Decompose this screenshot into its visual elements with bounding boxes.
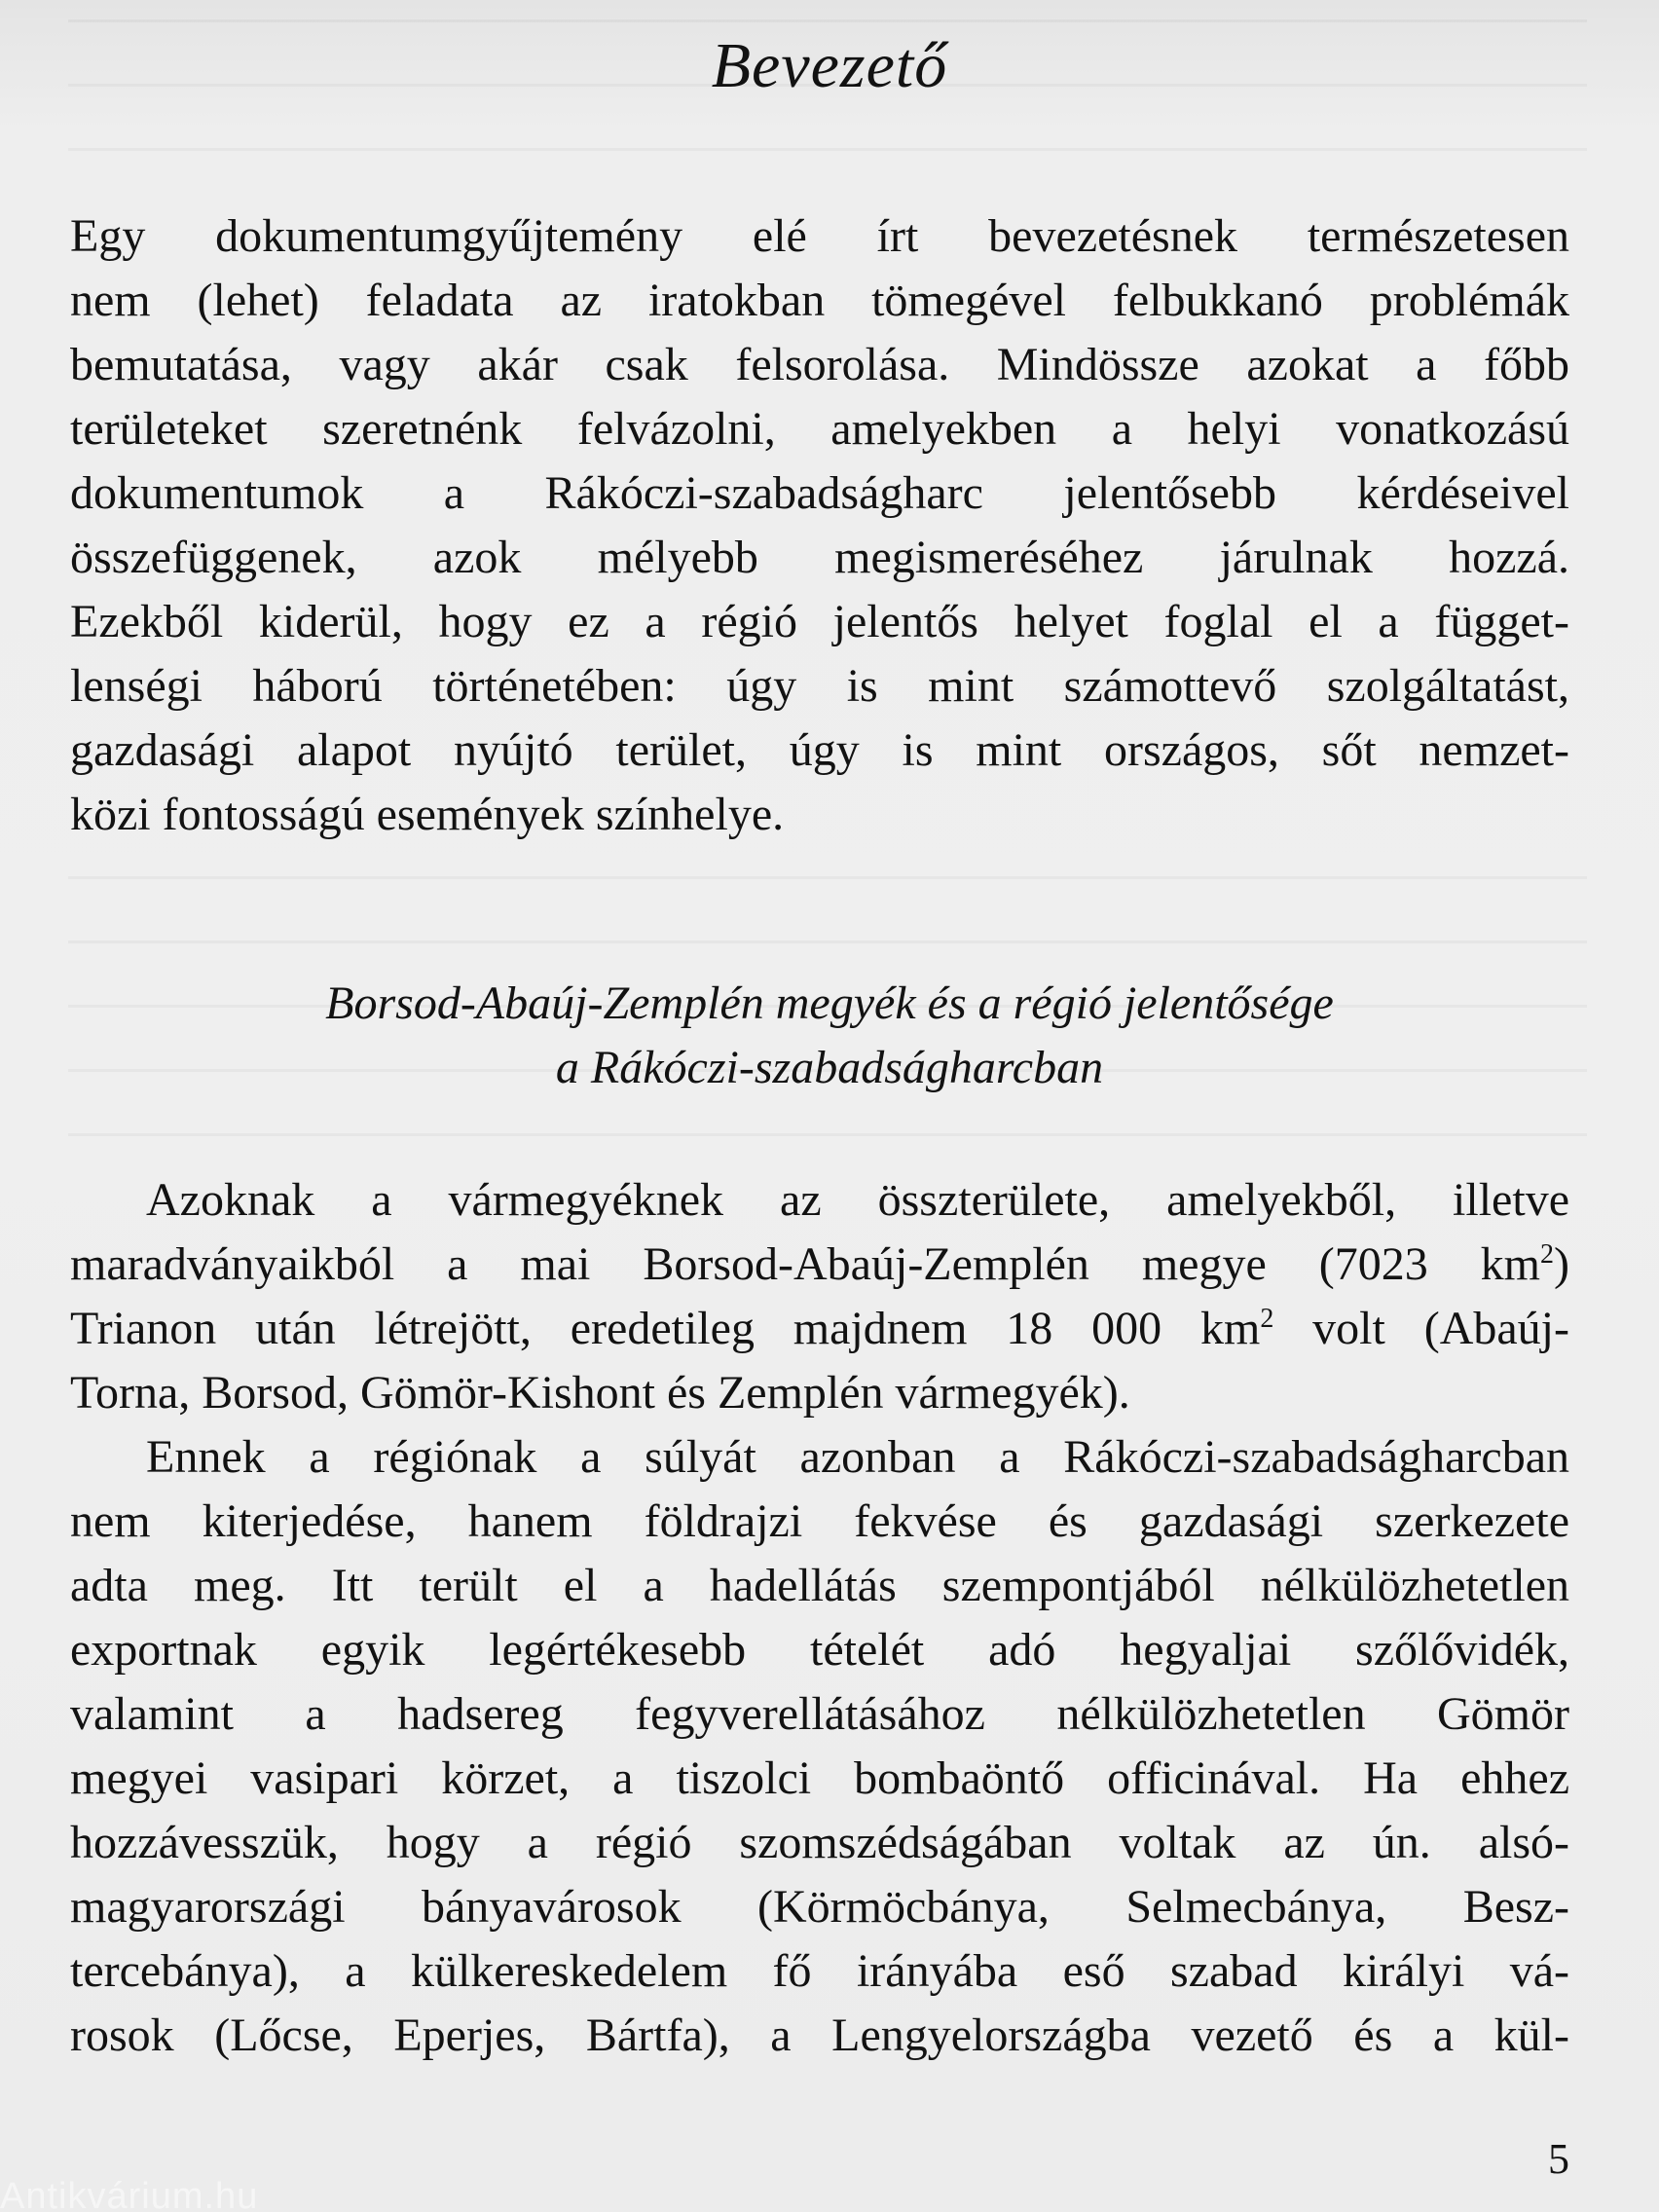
text-line: Egy dokumentumgyűjtemény elé írt bevezetésnek természetesen (70, 210, 1569, 262)
superscript: 2 (1260, 1304, 1274, 1334)
line-text: Trianon után létrejött, eredetileg majdnem 18 000 km (70, 1303, 1261, 1354)
bleed-through-line (68, 148, 1587, 151)
text-line (70, 1233, 1569, 1297)
text-line: közi fontosságú események színhelye. (70, 789, 785, 840)
line-text: maradványaikból a mai Borsod-Abaúj-Zemplén megye (7023 km (70, 1238, 1541, 1290)
text-line: Ezekből kiderül, hogy ez a régió jelentős helyet foglal el a függet- (70, 596, 1569, 647)
bleed-through-line (68, 19, 1587, 22)
line-text: volt (Abaúj- (1273, 1303, 1569, 1354)
text-line: hozzávesszük, hogy a régió szomszédságában voltak az ún. alsó- (70, 1817, 1569, 1868)
section-heading-line: a Rákóczi-szabadságharcban (555, 1042, 1104, 1093)
text-line: bemutatása, vagy akár csak felsorolása. Mindössze azokat a főbb (70, 339, 1569, 390)
text-line: összefüggenek, azok mélyebb megismeréséhez járulnak hozzá. (70, 532, 1569, 583)
bleed-through-line (68, 1133, 1587, 1136)
text-line: valamint a hadsereg fegyverellátásához nélkülözhetetlen Gömör (70, 1688, 1569, 1740)
text-line: Torna, Borsod, Gömör-Kishont és Zemplén vármegyék). (70, 1367, 1130, 1419)
text-line: dokumentumok a Rákóczi-szabadságharc jelentősebb kérdéseivel (70, 467, 1569, 519)
text-line: adta meg. Itt terült el a hadellátás szempontjából nélkülözhetetlen (70, 1560, 1569, 1611)
superscript: 2 (1540, 1239, 1555, 1270)
section-heading-line: Borsod-Abaúj-Zemplén megyék és a régió jelentősége (325, 977, 1334, 1029)
text-line: magyarországi bányavárosok (Körmöcbánya, Selmecbánya, Besz- (70, 1881, 1569, 1933)
text-line: Azoknak a vármegyéknek az összterülete, amelyekből, illetve (146, 1174, 1569, 1226)
text-line (70, 1297, 1569, 1361)
page-title: Bevezető (711, 30, 948, 101)
text-line: területeket szeretnénk felvázolni, amelyekben a helyi vonatkozású (70, 403, 1569, 455)
text-line: nem kiterjedése, hanem földrajzi fekvése és gazdasági szerkezete (70, 1495, 1569, 1547)
section-heading (0, 972, 1659, 1100)
text-line: rosok (Lőcse, Eperjes, Bártfa), a Lengyelországba vezető és a kül- (70, 2009, 1569, 2061)
page-number: 5 (1548, 2135, 1569, 2183)
text-line: nem (lehet) feladata az iratokban tömegével felbukkanó problémák (70, 275, 1569, 326)
area-paragraph (70, 1168, 1569, 1425)
text-line: tercebánya), a külkereskedelem fő irányába eső szabad királyi vá- (70, 1945, 1569, 1997)
bleed-through-line (68, 940, 1587, 943)
text-line: megyei vasipari körzet, a tiszolci bombaöntő officinával. Ha ehhez (70, 1752, 1569, 1804)
text-line: exportnak egyik legértékesebb tételét adó hegyaljai szőlővidék, (70, 1624, 1569, 1676)
text-line: lenségi háború történetében: úgy is mint számottevő szolgáltatást, (70, 660, 1569, 712)
text-line: gazdasági alapot nyújtó terület, úgy is mint országos, sőt nemzet- (70, 724, 1569, 776)
intro-paragraph (70, 204, 1569, 847)
watermark-text: Antikvárium.hu (0, 2176, 259, 2212)
bleed-through-line (68, 876, 1587, 879)
text-line: Ennek a régiónak a súlyát azonban a Rákóczi-szabadságharcban (146, 1431, 1569, 1483)
line-text: ) (1554, 1238, 1569, 1290)
region-paragraph (70, 1425, 1569, 2068)
